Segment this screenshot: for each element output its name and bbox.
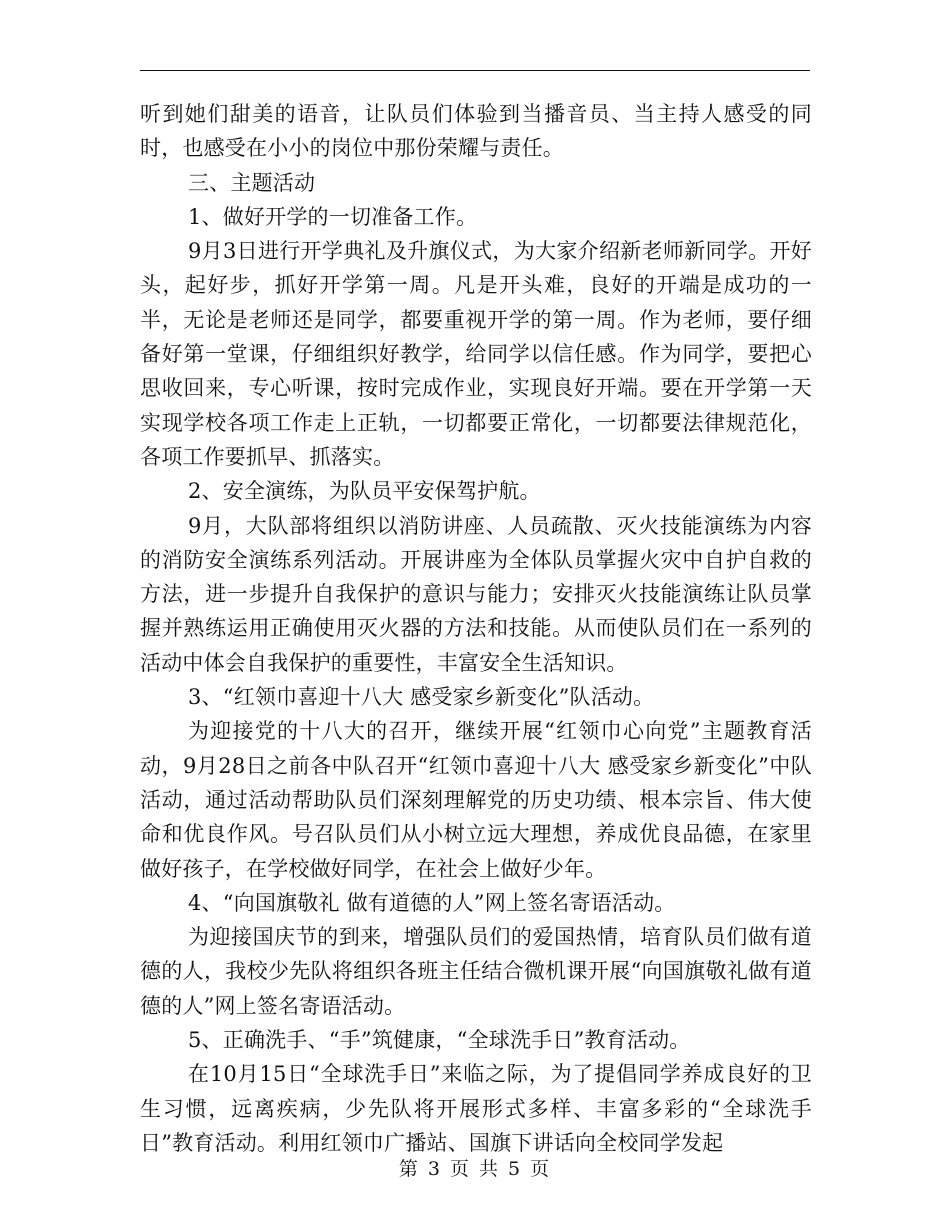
subheading-4: 4、“向国旗敬礼 做有道德的人”网上签名寄语活动。 <box>188 890 676 915</box>
subheading-5: 5、正确洗手、“手”筑健康，“全球洗手日”教育活动。 <box>188 1028 691 1053</box>
page-footer: 第 3 页 共 5 页 <box>398 1158 552 1180</box>
subheading-3: 3、“红领巾喜迎十八大 感受家乡新变化”队活动。 <box>188 685 655 710</box>
subheading-1: 1、做好开学的一切准备工作。 <box>188 204 478 229</box>
subheading-2: 2、安全演练，为队员平安保驾护航。 <box>188 479 541 504</box>
paragraph-2: 9月，大队部将组织以消防讲座、人员疏散、灭火技能演练为内容的消防安全演练系列活动。开展讲座为全体队员掌握火灾中自护自救的方法，进一步提升自我保护的意识与能力；安排灭火技能演练让队员掌握并熟练运用正确使用灭火器的方法和技能。从而使队员们在一系列的活动中体会自我保护的重要性，丰富安全生活知识。 <box>140 513 812 675</box>
header-rule <box>140 70 810 71</box>
document-body <box>140 97 812 1160</box>
paragraph-1: 9月3日进行开学典礼及升旗仪式，为大家介绍新老师新同学。开好头，起好步，抓好开学第一周。凡是开头难，良好的开端是成功的一半，无论是老师还是同学，都要重视开学的第一周。作为老师，要仔细备好第一堂课，仔细组织好教学，给同学以信任感。作为同学，要把心思收回来，专心听课，按时完成作业，实现良好开端。要在开学第一天实现学校各项工作走上正轨，一切都要正常化，一切都要法律规范化，各项工作要抓早、抓落实。 <box>140 239 812 469</box>
paragraph-5: 在10月15日“全球洗手日”来临之际，为了提倡同学养成良好的卫生习惯，远离疾病，少先队将开展形式多样、丰富多彩的“全球洗手日”教育活动。利用红领巾广播站、国旗下讲话向全校同学发起 <box>140 1062 812 1155</box>
paragraph-continuation: 听到她们甜美的语音，让队员们体验到当播音员、当主持人感受的同时，也感受在小小的岗位中那份荣耀与责任。 <box>140 102 812 161</box>
section-heading: 三、主题活动 <box>188 170 316 195</box>
paragraph-3: 为迎接党的十八大的召开，继续开展“红领巾心向党”主题教育活动，9月28日之前各中队召开“红领巾喜迎十八大 感受家乡新变化”中队活动，通过活动帮助队员们深刻理解党的历史功绩、根本宗旨、伟大使命和优良作风。号召队员们从小树立远大理想，养成优良品德，在家里做好孩子，在学校做好同学，在社会上做好少年。 <box>140 719 812 881</box>
paragraph-4: 为迎接国庆节的到来，增强队员们的爱国热情，培育队员们做有道德的人，我校少先队将组织各班主任结合微机课开展“向国旗敬礼做有道德的人”网上签名寄语活动。 <box>140 925 812 1018</box>
